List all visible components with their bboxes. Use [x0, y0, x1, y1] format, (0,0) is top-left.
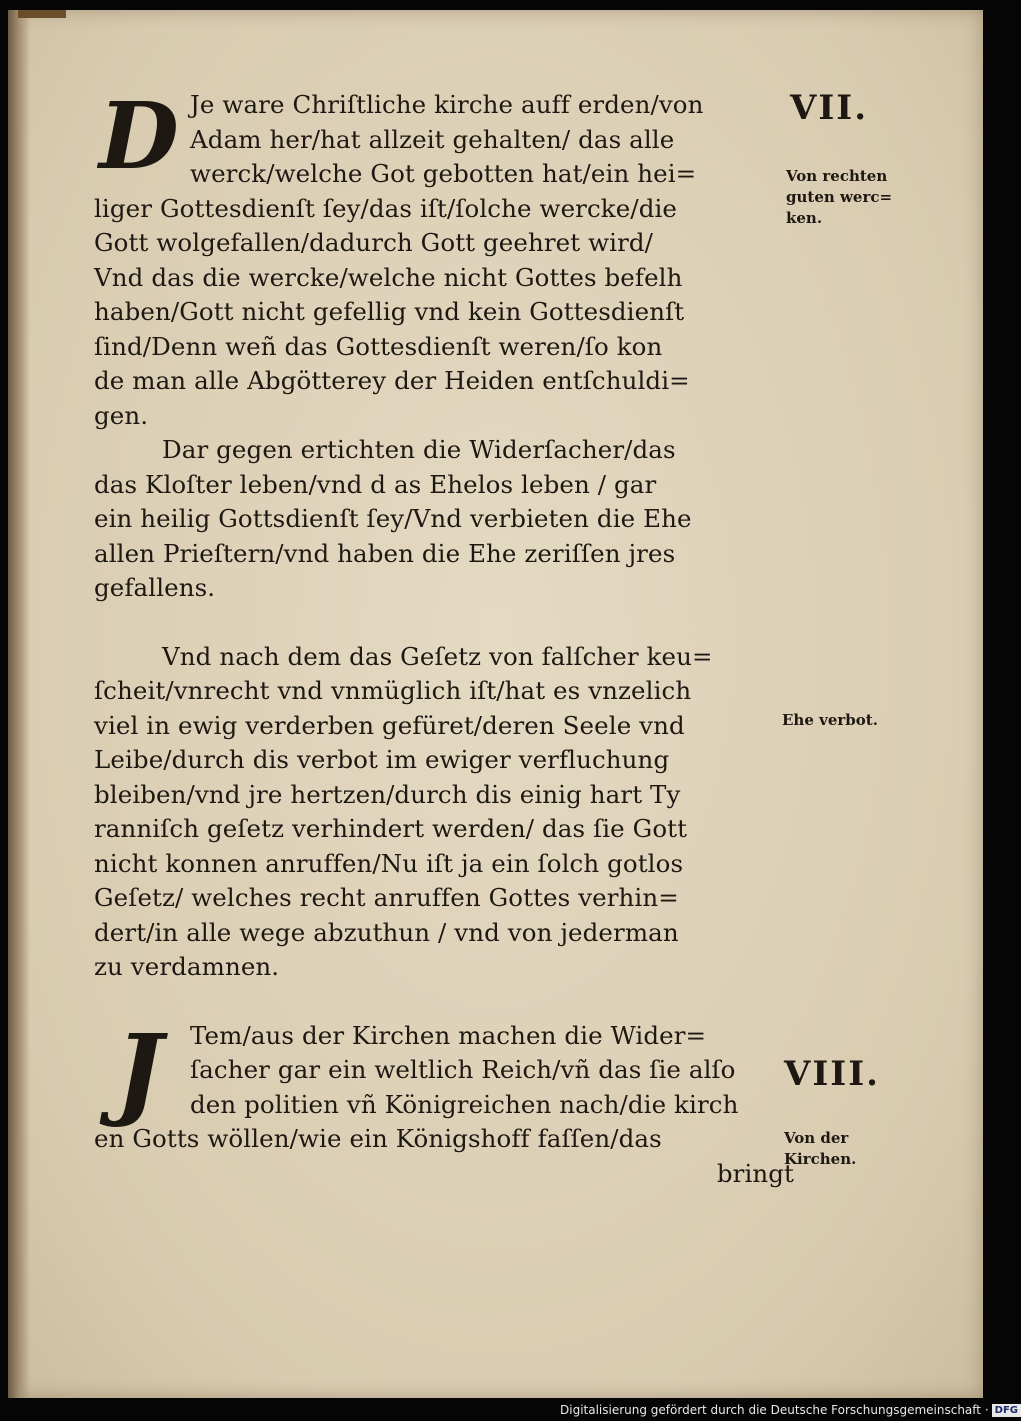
- initial-letter-d: D: [99, 82, 179, 190]
- dfg-logo: DFG: [992, 1404, 1021, 1417]
- margin-note-line: guten werc=: [786, 188, 893, 206]
- text-line: Vnd das die wercke/welche nicht Gottes befelh: [94, 262, 683, 292]
- initial-letter-j: J: [115, 1011, 163, 1130]
- text-line: bleiben/vnd jre hertzen/durch dis einig hart Ty: [94, 779, 681, 809]
- text-line: Vnd nach dem das Geſetz von falſcher keu=: [162, 641, 713, 671]
- text-line: das Kloſter leben/vnd d as Ehelos leben / gar: [94, 469, 657, 499]
- text-line: Adam her/hat allzeit gehalten/ das alle: [190, 124, 675, 154]
- margin-number-vii: VII.: [790, 88, 869, 128]
- text-line: den politien vñ Königreichen nach/die kirch: [190, 1089, 739, 1119]
- text-line: gen.: [94, 400, 149, 430]
- paragraph-4: [94, 1011, 794, 1157]
- credit-text: Digitalisierung gefördert durch die Deutsche Forschungsgemeinschaft: [560, 1403, 982, 1417]
- text-line: ein heilig Gottsdienſt ſey/Vnd verbieten die Ehe: [94, 504, 692, 533]
- margin-note-line: Kirchen.: [784, 1150, 857, 1168]
- text-line: ſind/Denn weñ das Gottesdienſt weren/ſo kon: [94, 331, 663, 361]
- text-line: viel in ewig verderben gefüret/deren Seele vnd: [94, 710, 685, 740]
- text-line: Je ware Chriſtliche kirche auff erden/von: [190, 90, 704, 119]
- margin-note-church: [784, 1128, 856, 1170]
- text-line: Leibe/durch dis verbot im ewiger verfluchung: [94, 745, 670, 774]
- scanned-page: [8, 10, 983, 1398]
- text-line: Geſetz/ welches recht anruffen Gottes verhin=: [94, 883, 679, 912]
- catchword: bringt: [716, 1158, 794, 1188]
- margin-note-line: Von der: [784, 1129, 849, 1147]
- text-line: de man alle Abgötterey der Heiden entſchuldi=: [94, 366, 690, 395]
- text-line: dert/in alle wege abzuthun / vnd von jederman: [94, 917, 679, 947]
- corner-mark: [18, 10, 66, 18]
- text-line: zu verdamnen.: [94, 952, 280, 981]
- paragraph-1: [94, 82, 794, 433]
- text-line: en Gotts wöllen/wie ein Königshoff faſſen/das: [94, 1124, 662, 1153]
- text-line: allen Prieſtern/vnd haben die Ehe zeriſſen jres: [94, 538, 676, 568]
- text-line: Tem/aus der Kirchen machen die Wider=: [190, 1020, 707, 1050]
- text-line: liger Gottesdienſt ſey/das iſt/ſolche wercke/die: [94, 193, 678, 223]
- margin-note-line: Von rechten: [786, 167, 888, 185]
- paragraph-3: [94, 640, 794, 985]
- text-line: Gott wolgefallen/dadurch Gott geehret wird/: [94, 228, 654, 257]
- book-gutter-shadow: [8, 10, 30, 1398]
- margin-note-line: ken.: [786, 209, 823, 227]
- text-line: gefallens.: [94, 573, 216, 602]
- main-text: [94, 82, 794, 1191]
- margin-note-marriage-ban: Ehe verbot.: [782, 711, 878, 729]
- margin-note-good-works: [786, 166, 892, 229]
- text-line: ſcheit/vnrecht vnd vnmüglich iſt/hat es vnzelich: [94, 676, 692, 705]
- text-line: ranniſch geſetz verhindert werden/ das ſie Gott: [94, 814, 688, 843]
- text-line: haben/Gott nicht gefellig vnd kein Gottesdienſt: [94, 297, 685, 326]
- text-line: ſacher gar ein weltlich Reich/vñ das ſie alſo: [190, 1055, 736, 1084]
- digitization-credit: Digitalisierung gefördert durch die Deutsche Forschungsgemeinschaft · DFG: [560, 1401, 996, 1419]
- margin-number-viii: VIII.: [784, 1054, 880, 1094]
- paragraph-2: [94, 433, 794, 606]
- text-line: Dar gegen ertichten die Widerſacher/das: [162, 435, 676, 464]
- text-line: werck/welche Got gebotten hat/ein hei=: [190, 159, 697, 188]
- text-line: nicht konnen anruffen/Nu iſt ja ein ſolch gotlos: [94, 848, 684, 878]
